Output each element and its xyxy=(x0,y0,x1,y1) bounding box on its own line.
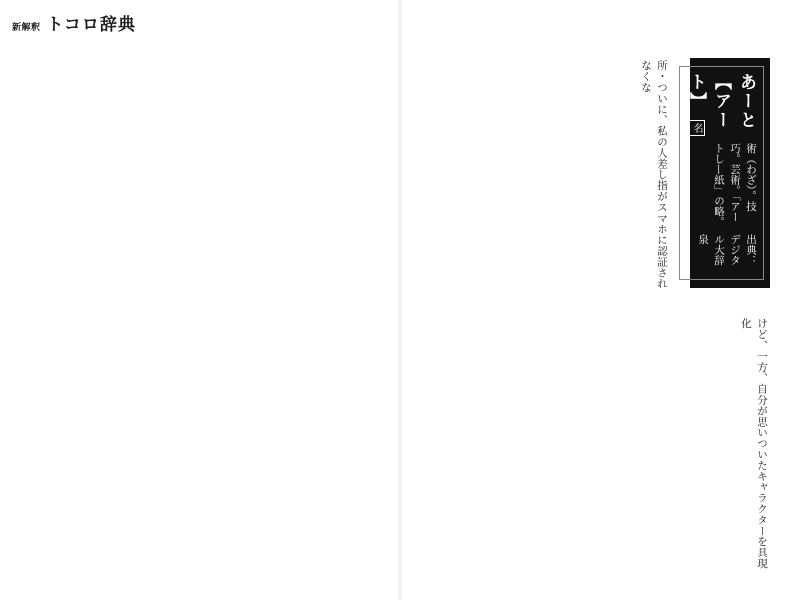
entry-part-of-speech: 名 xyxy=(688,120,705,136)
series-title: トコロ辞典 xyxy=(46,15,136,35)
dictionary-entry-box xyxy=(686,58,770,288)
bottom-left-text xyxy=(40,318,370,576)
top-right-text xyxy=(425,60,670,292)
series-label: 新解釈 xyxy=(12,23,41,33)
text-line: けど、一方、自分が思いついたキャラクターを具現化 xyxy=(740,318,768,569)
entry-definition: 術（わざ）。技巧。芸術。「アートし—紙」の略。 xyxy=(713,143,757,228)
entry-headword: あーと【アート】 xyxy=(686,73,756,130)
entry-source: 出典：デジタル大辞泉 xyxy=(697,233,757,266)
page-header xyxy=(12,10,136,35)
text-line: 所・ついに、私の人差し指がスマホに認証されなくな xyxy=(640,60,668,289)
bottom-right-text xyxy=(425,318,770,576)
top-left-text xyxy=(40,62,370,288)
page-spine xyxy=(398,0,402,600)
